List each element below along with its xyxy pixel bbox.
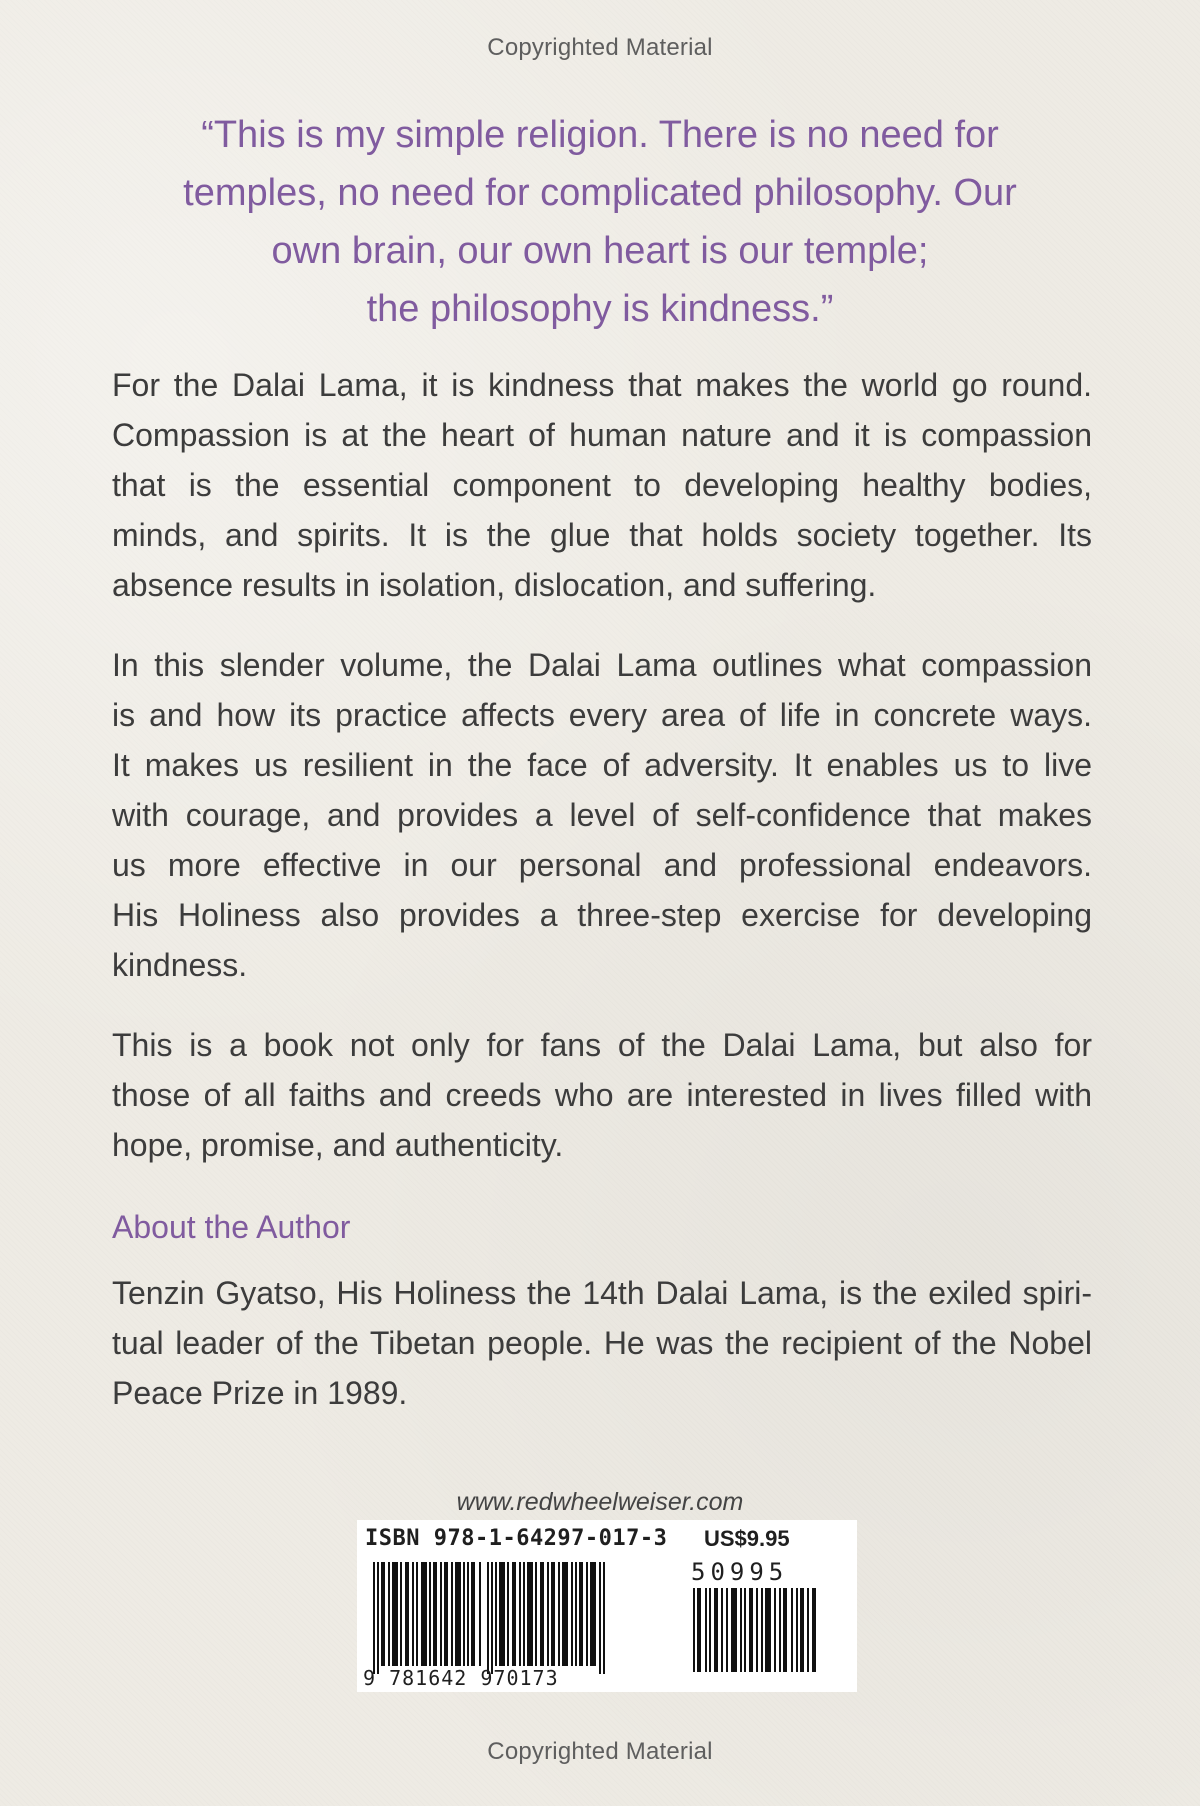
barcode-digits: 9 781642 970173 [363,1666,559,1690]
about-author-heading: About the Author [112,1209,351,1245]
text-line: us more effective in our personal and professional endeavors. [112,847,1092,883]
copyright-watermark-bottom: Copyrighted Material [487,1738,713,1765]
text-line: absence results in isolation, dislocation, and suffering. [112,567,877,603]
text-line: hope, promise, and authenticity. [112,1127,564,1163]
about-author-paragraph [112,1268,1092,1418]
text-line: Tenzin Gyatso, His Holiness the 14th Dalai Lama, is the exiled spiri- [112,1275,1092,1311]
description-paragraph-1 [112,360,1092,610]
text-line: In this slender volume, the Dalai Lama outlines what compassion [112,647,1092,683]
barcode-panel [357,1520,857,1692]
quote-line: the philosophy is kindness.” [366,288,834,330]
publisher-website: www.redwheelweiser.com [456,1488,744,1516]
price-label: US$9.95 [704,1526,790,1551]
text-line: For the Dalai Lama, it is kindness that makes the world go round. [112,367,1092,403]
text-line: that is the essential component to developing healthy bodies, [112,467,1092,503]
pull-quote [110,106,1090,338]
isbn-barcode-icon [361,1562,623,1674]
isbn-label: ISBN 978-1-64297-017-3 [365,1526,668,1551]
quote-line: own brain, our own heart is our temple; [271,230,929,272]
text-line: with courage, and provides a level of self-confidence that makes [112,797,1092,833]
description-paragraph-2 [112,640,1092,990]
text-line: minds, and spirits. It is the glue that holds society together. Its [112,517,1092,553]
text-line: tual leader of the Tibetan people. He was the recipient of the Nobel [112,1325,1092,1361]
quote-line: “This is my simple religion. There is no need for [201,114,999,156]
text-line: Peace Prize in 1989. [112,1375,408,1411]
text-line: This is a book not only for fans of the Dalai Lama, but also for [112,1027,1092,1063]
copyright-watermark-top: Copyrighted Material [487,34,713,61]
text-line: Compassion is at the heart of human nature and it is compassion [112,417,1092,453]
quote-line: temples, no need for complicated philosophy. Our [183,172,1017,214]
description-paragraph-3 [112,1020,1092,1170]
addon-code: 50995 [691,1558,789,1586]
text-line: His Holiness also provides a three-step exercise for developing [112,897,1092,933]
text-line: kindness. [112,947,248,983]
price-barcode-icon [691,1588,819,1672]
text-line: those of all faiths and creeds who are interested in lives filled with [112,1077,1092,1113]
text-line: is and how its practice affects every area of life in concrete ways. [112,697,1092,733]
text-line: It makes us resilient in the face of adversity. It enables us to live [112,747,1092,783]
